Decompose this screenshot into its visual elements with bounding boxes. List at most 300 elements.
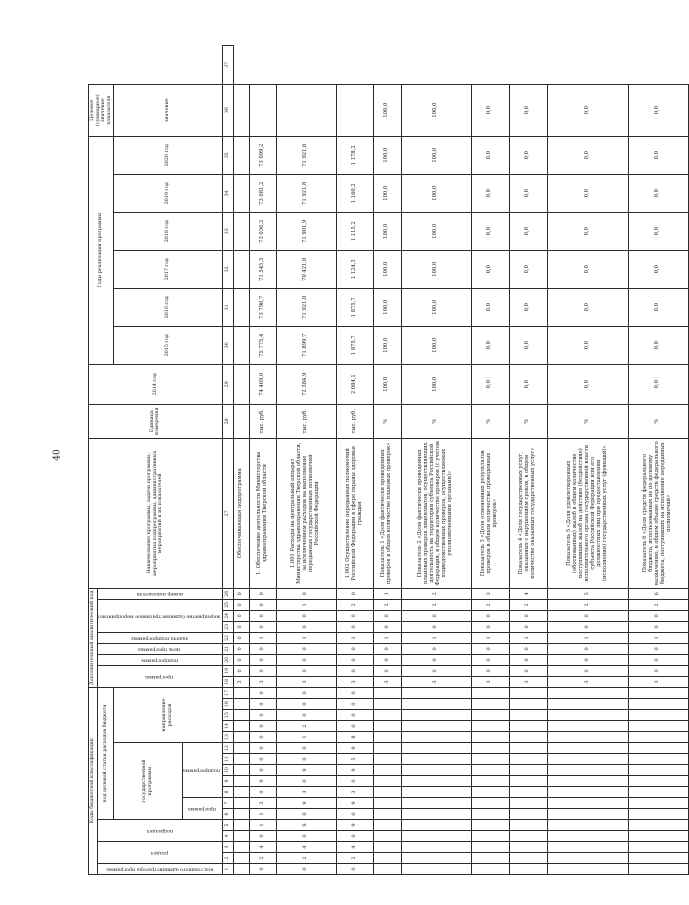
- code-digit: 2: [336, 853, 374, 864]
- code-digit: [374, 787, 401, 798]
- code-digit: [233, 721, 249, 732]
- code-digit: 0: [401, 654, 471, 665]
- code-digit: [509, 721, 547, 732]
- row-name: Показатель 1 «Доля фактически проведенных проверок в общем количестве плановых проверок»: [374, 438, 401, 588]
- code-digit: [401, 743, 471, 754]
- code-digit: 0: [249, 665, 276, 676]
- row-year-value: 0,0: [628, 250, 688, 288]
- column-number: 37: [222, 46, 233, 85]
- row-year-value: 70 421,0: [276, 250, 336, 288]
- column-number: 32: [222, 250, 233, 288]
- year-col-2017: 2017 год: [114, 250, 223, 288]
- add-program-header: программа: [97, 665, 222, 687]
- row-year-value: 100,0: [374, 326, 401, 364]
- code-digit: 3: [336, 676, 374, 687]
- code-digit: 1: [276, 732, 336, 743]
- code-digit: 9: [276, 765, 336, 776]
- column-number: 23: [222, 621, 233, 632]
- code-digit: [628, 798, 688, 809]
- code-digit: 0: [336, 588, 374, 599]
- row-year-value: 0,0: [628, 174, 688, 212]
- code-digit: 0: [276, 809, 336, 820]
- row-value-2014: [233, 364, 249, 404]
- code-digit: 0: [276, 831, 336, 842]
- year-col-2018: 2018 год: [114, 212, 223, 250]
- code-digit: [401, 710, 471, 721]
- code-digit: [401, 732, 471, 743]
- row-year-value: 71 899,7: [276, 326, 336, 364]
- code-digit: 0: [233, 610, 249, 621]
- column-number: 29: [222, 364, 233, 404]
- row-year-value: 1 115,2: [336, 212, 374, 250]
- code-digit: [509, 765, 547, 776]
- code-digit: 0: [276, 610, 336, 621]
- row-year-value: 0,0: [547, 288, 628, 326]
- code-digit: [471, 864, 509, 875]
- code-digit: [401, 831, 471, 842]
- row-name: Показатель 2 «Доля фактически проведенных плановых проверок лицензиатов, осуществляющих деятельность на территории субъекта Российской Федерации, в общем количестве проверок (с учетом подведомственных проверок, осуществляемых уполномоченными органами)»: [401, 438, 471, 588]
- row-unit: тыс. руб.: [336, 404, 374, 438]
- row-year-value: 0,0: [509, 326, 547, 364]
- code-digit: [374, 831, 401, 842]
- row-year-value: 73 036,2: [249, 212, 276, 250]
- code-digit: 0: [547, 654, 628, 665]
- column-number: 9: [222, 776, 233, 787]
- code-digit: 3: [336, 787, 374, 798]
- code-digit: 0: [249, 754, 276, 765]
- row-value-2014: 0,0: [628, 364, 688, 404]
- code-digit: 9: [276, 820, 336, 831]
- row-year-value: [233, 174, 249, 212]
- code-digit: 0: [401, 610, 471, 621]
- code-digit: [628, 699, 688, 710]
- year-col-2016: 2016 год: [114, 288, 223, 326]
- code-digit: 0: [336, 776, 374, 787]
- table-row: [374, 46, 401, 875]
- row-target-value: [336, 84, 374, 136]
- code-digit: [233, 787, 249, 798]
- code-digit: 1: [374, 632, 401, 643]
- code-digit: 1: [249, 820, 276, 831]
- code-digit: 3: [276, 676, 336, 687]
- kbk-group-header: код целевой статьи расходов бюджета: [97, 687, 114, 819]
- column-number: 20: [222, 654, 233, 665]
- table-row: [249, 46, 276, 875]
- code-digit: [401, 687, 471, 698]
- row-year-value: [233, 250, 249, 288]
- code-digit: [628, 809, 688, 820]
- code-digit: 0: [276, 699, 336, 710]
- code-digit: [374, 853, 401, 864]
- row-year-value: 0,0: [547, 326, 628, 364]
- code-digit: 1: [509, 632, 547, 643]
- code-digit: 0: [471, 654, 509, 665]
- code-digit: 0: [276, 864, 336, 875]
- add-code-group-header: Дополнительный аналитический код: [89, 588, 98, 687]
- code-digit: 0: [249, 621, 276, 632]
- code-digit: [374, 776, 401, 787]
- row-name: Обеспечивающая подпрограмма: [233, 438, 249, 588]
- page-number: 40: [52, 449, 63, 461]
- code-digit: 0: [249, 599, 276, 610]
- code-digit: [233, 820, 249, 831]
- row-value-2014: 0,0: [509, 364, 547, 404]
- code-digit: 0: [249, 787, 276, 798]
- code-digit: 0: [276, 665, 336, 676]
- column-number: 7: [222, 798, 233, 809]
- code-digit: 2: [276, 853, 336, 864]
- code-digit: 0: [509, 654, 547, 665]
- code-digit: [374, 864, 401, 875]
- column-number: 33: [222, 212, 233, 250]
- row-year-value: 73 081,2: [249, 174, 276, 212]
- code-digit: 0: [249, 687, 276, 698]
- code-digit: 0: [374, 610, 401, 621]
- code-digit: 0: [249, 643, 276, 654]
- column-number: 2: [222, 853, 233, 864]
- kbk-subprogram-header: подпрограмма: [182, 743, 222, 798]
- code-digit: [401, 809, 471, 820]
- code-digit: [509, 842, 547, 853]
- code-digit: 3: [249, 798, 276, 809]
- code-digit: 0: [471, 643, 509, 654]
- code-digit: 9: [336, 820, 374, 831]
- row-value-2014: 72 384,9: [276, 364, 336, 404]
- code-digit: [401, 798, 471, 809]
- code-digit: [547, 820, 628, 831]
- code-digit: [471, 776, 509, 787]
- code-digit: [471, 853, 509, 864]
- code-digit: [628, 765, 688, 776]
- row-year-value: 100,0: [374, 250, 401, 288]
- code-digit: 1: [249, 809, 276, 820]
- row-value-2014: 100,0: [401, 364, 471, 404]
- row-year-value: 1 875,7: [336, 326, 374, 364]
- code-digit: 0: [249, 710, 276, 721]
- column-number: 25: [222, 599, 233, 610]
- row-target-value: 0,0: [547, 84, 628, 136]
- code-digit: 6: [628, 588, 688, 599]
- code-digit: 0: [233, 599, 249, 610]
- kbk-program-header: программа: [182, 798, 222, 820]
- code-digit: [401, 765, 471, 776]
- row-year-value: 71 545,3: [249, 250, 276, 288]
- code-digit: 1: [628, 632, 688, 643]
- column-number: 8: [222, 787, 233, 798]
- code-digit: 0: [233, 654, 249, 665]
- code-digit: [509, 743, 547, 754]
- row-name: 1.002 Осуществление переданных полномочий Российской Федерации в сфере охраны здоровья граждан: [336, 438, 374, 588]
- code-digit: 2: [509, 599, 547, 610]
- code-digit: 0: [249, 831, 276, 842]
- code-digit: 1: [471, 632, 509, 643]
- column-numbers-row: [222, 46, 233, 875]
- code-digit: [509, 699, 547, 710]
- code-digit: 0: [249, 864, 276, 875]
- code-digit: 2: [336, 599, 374, 610]
- row-unit: %: [547, 404, 628, 438]
- code-digit: [509, 787, 547, 798]
- row-name: Показатель 6 «Доля средств федерального бюджета, использованных не по целевому назначению, в общем объеме средств федерального бюджета, поступивших на исполнение переданных полномочий»: [628, 438, 688, 588]
- code-digit: 0: [249, 721, 276, 732]
- code-digit: [401, 787, 471, 798]
- code-digit: 5: [547, 588, 628, 599]
- code-digit: 0: [336, 621, 374, 632]
- column-number: 15: [222, 710, 233, 721]
- code-digit: 0: [233, 665, 249, 676]
- code-digit: 0: [276, 643, 336, 654]
- code-digit: [471, 842, 509, 853]
- code-digit: 0: [276, 621, 336, 632]
- code-digit: 9: [276, 798, 336, 809]
- code-digit: 1: [401, 632, 471, 643]
- code-digit: 0: [401, 665, 471, 676]
- code-digit: [374, 687, 401, 698]
- code-digit: [233, 687, 249, 698]
- column-number: 14: [222, 721, 233, 732]
- code-digit: 4: [336, 842, 374, 853]
- row-name: 1.001 Расходы на центральный аппарат Министерства здравоохранения Тверской области, за исключением расходов на выполнение переданных государственных полномочий Российской Федерации: [276, 438, 336, 588]
- code-digit: 3: [276, 787, 336, 798]
- code-digit: [401, 721, 471, 732]
- code-digit: 3: [471, 676, 509, 687]
- add-subprogram-header: подпрограмма: [97, 654, 222, 665]
- name-header: Наименование программы, задачи программы, мероприятия подпрограммы, административных мероприятий и их показателей: [89, 438, 223, 588]
- code-digit: 8: [336, 732, 374, 743]
- code-digit: 0: [336, 809, 374, 820]
- row-year-value: 0,0: [547, 174, 628, 212]
- code-digit: 2: [401, 599, 471, 610]
- code-digit: 0: [276, 776, 336, 787]
- row-year-value: 0,0: [628, 212, 688, 250]
- code-digit: 0: [276, 743, 336, 754]
- code-digit: 0: [547, 643, 628, 654]
- column-number: 10: [222, 765, 233, 776]
- code-digit: 0: [509, 665, 547, 676]
- row-year-value: 1 124,3: [336, 250, 374, 288]
- code-digit: [471, 732, 509, 743]
- row-year-value: 1 160,2: [336, 174, 374, 212]
- column-number: 24: [222, 610, 233, 621]
- code-digit: 0: [374, 654, 401, 665]
- column-number: 16: [222, 699, 233, 710]
- row-target-value: 0,0: [509, 84, 547, 136]
- row-value-2014: 0,0: [471, 364, 509, 404]
- row-year-value: 100,0: [401, 250, 471, 288]
- row-year-value: 1 178,2: [336, 136, 374, 174]
- code-digit: 1: [249, 632, 276, 643]
- code-digit: [547, 710, 628, 721]
- code-digit: 0: [276, 687, 336, 698]
- code-digit: 0: [509, 610, 547, 621]
- row-year-value: [233, 288, 249, 326]
- add-measure-header: мероприятие (административное мероприятие): [97, 599, 222, 632]
- code-digit: 3: [509, 676, 547, 687]
- row-year-value: 100,0: [374, 136, 401, 174]
- code-digit: 0: [509, 621, 547, 632]
- table-body: [222, 46, 688, 875]
- code-digit: [509, 754, 547, 765]
- code-digit: 3: [233, 676, 249, 687]
- row-value-2014: 74 469,0: [249, 364, 276, 404]
- code-digit: [509, 831, 547, 842]
- column-number: 17: [222, 687, 233, 698]
- code-digit: [547, 853, 628, 864]
- code-digit: 2: [628, 599, 688, 610]
- code-digit: [374, 765, 401, 776]
- code-digit: [471, 687, 509, 698]
- code-digit: [374, 743, 401, 754]
- code-digit: 0: [336, 654, 374, 665]
- row-name: 1. Обеспечение деятельности Министерства здравоохранения Тверской области: [249, 438, 276, 588]
- code-digit: 0: [628, 665, 688, 676]
- code-digit: [471, 710, 509, 721]
- row-year-value: 100,0: [401, 136, 471, 174]
- code-digit: [401, 699, 471, 710]
- column-number: 5: [222, 820, 233, 831]
- row-year-value: 73 099,2: [249, 136, 276, 174]
- code-digit: 0: [509, 643, 547, 654]
- row-year-value: 0,0: [628, 326, 688, 364]
- code-digit: 0: [336, 710, 374, 721]
- unit-header: Единица измерения: [89, 404, 223, 438]
- table-row: [628, 46, 688, 875]
- code-digit: [401, 754, 471, 765]
- code-digit: 0: [547, 610, 628, 621]
- code-digit: [374, 754, 401, 765]
- code-digit: [547, 798, 628, 809]
- code-digit: 0: [233, 643, 249, 654]
- code-digit: [233, 732, 249, 743]
- add-indicator-header: номер показателя: [97, 588, 222, 599]
- year-col-2020: 2020 год: [114, 136, 223, 174]
- code-digit: 0: [336, 721, 374, 732]
- row-year-value: 71 921,6: [276, 136, 336, 174]
- code-digit: 2: [276, 721, 336, 732]
- row-year-value: 100,0: [401, 288, 471, 326]
- code-digit: [628, 864, 688, 875]
- row-year-value: 0,0: [471, 136, 509, 174]
- code-digit: [233, 776, 249, 787]
- code-digit: [233, 710, 249, 721]
- row-name: Показатель 5 «Доля удовлетворенных (обоснованных) жалоб в общем количестве поступивших жалоб на действия (бездействие) исполнительного органа государственной власти субъекта Российской Федерации или его должностных лиц при предоставлении (исполнении) государственных услуг (функций)»: [547, 438, 628, 588]
- code-digit: 1: [547, 632, 628, 643]
- code-digit: [374, 798, 401, 809]
- code-digit: [628, 787, 688, 798]
- column-number: 3: [222, 842, 233, 853]
- row-year-value: 0,0: [471, 326, 509, 364]
- row-unit: %: [509, 404, 547, 438]
- column-number: 11: [222, 754, 233, 765]
- row-unit: [233, 404, 249, 438]
- code-digit: [509, 732, 547, 743]
- code-digit: 0: [547, 665, 628, 676]
- code-digit: [547, 831, 628, 842]
- column-number: 31: [222, 288, 233, 326]
- row-year-value: 73 796,7: [249, 288, 276, 326]
- column-number: 18: [222, 676, 233, 687]
- code-digit: 9: [336, 743, 374, 754]
- code-digit: [233, 743, 249, 754]
- code-digit: [471, 754, 509, 765]
- row-year-value: 0,0: [547, 136, 628, 174]
- table-row: [233, 46, 249, 875]
- code-digit: [471, 809, 509, 820]
- code-digit: [471, 743, 509, 754]
- kbk-direction-header: направление расходов: [114, 687, 223, 742]
- table-row: [471, 46, 509, 875]
- code-digit: [628, 754, 688, 765]
- code-digit: [471, 721, 509, 732]
- code-digit: [628, 721, 688, 732]
- kbk-admin-header: код главного администратора программы: [97, 864, 222, 875]
- code-digit: 9: [249, 776, 276, 787]
- code-digit: [628, 732, 688, 743]
- row-year-value: 0,0: [509, 174, 547, 212]
- code-digit: [401, 842, 471, 853]
- code-digit: [374, 732, 401, 743]
- code-digit: [547, 743, 628, 754]
- row-year-value: 71 921,0: [276, 288, 336, 326]
- code-digit: [509, 853, 547, 864]
- code-digit: 2: [374, 599, 401, 610]
- code-digit: 0: [249, 732, 276, 743]
- code-digit: [233, 699, 249, 710]
- code-digit: [509, 710, 547, 721]
- code-digit: [401, 820, 471, 831]
- row-target-value: 0,0: [471, 84, 509, 136]
- row-unit: тыс. руб.: [276, 404, 336, 438]
- row-unit: тыс. руб.: [249, 404, 276, 438]
- code-digit: [233, 842, 249, 853]
- row-year-value: 0,0: [471, 250, 509, 288]
- gp-subgroup-header: государственной программы: [114, 743, 183, 820]
- year-col-2019: 2019 год: [114, 174, 223, 212]
- row-year-value: 100,0: [401, 326, 471, 364]
- code-digit: [547, 809, 628, 820]
- code-digit: 0: [276, 754, 336, 765]
- code-digit: 0: [249, 699, 276, 710]
- row-target-value: [249, 84, 276, 136]
- row-year-value: [233, 136, 249, 174]
- row-unit: %: [374, 404, 401, 438]
- code-digit: 5: [336, 754, 374, 765]
- row-year-value: 100,0: [401, 174, 471, 212]
- code-digit: [547, 842, 628, 853]
- row-name: Показатель 3 «Доля отмененных результатов проверок в общем количестве проведенных проверок»: [471, 438, 509, 588]
- code-digit: 0: [233, 632, 249, 643]
- code-digit: [233, 798, 249, 809]
- code-digit: [374, 809, 401, 820]
- row-target-value: [276, 84, 336, 136]
- code-digit: 0: [249, 654, 276, 665]
- row-name: Показатель 4 «Доля государственных услуг, оказанных с нарушением сроков, в общем количестве оказанных государственных услуг»: [509, 438, 547, 588]
- code-digit: 0: [628, 610, 688, 621]
- code-digit: 2: [471, 599, 509, 610]
- code-digit: [628, 710, 688, 721]
- row-target-value: 100,0: [401, 84, 471, 136]
- table-row: [401, 46, 471, 875]
- code-digit: [471, 831, 509, 842]
- column-number: 26: [222, 588, 233, 599]
- code-digit: [233, 809, 249, 820]
- code-digit: [509, 798, 547, 809]
- kbk-section-header: раздел: [97, 842, 222, 864]
- code-digit: [547, 687, 628, 698]
- row-year-value: 1 875,7: [336, 288, 374, 326]
- program-table: [88, 45, 689, 875]
- code-digit: [547, 732, 628, 743]
